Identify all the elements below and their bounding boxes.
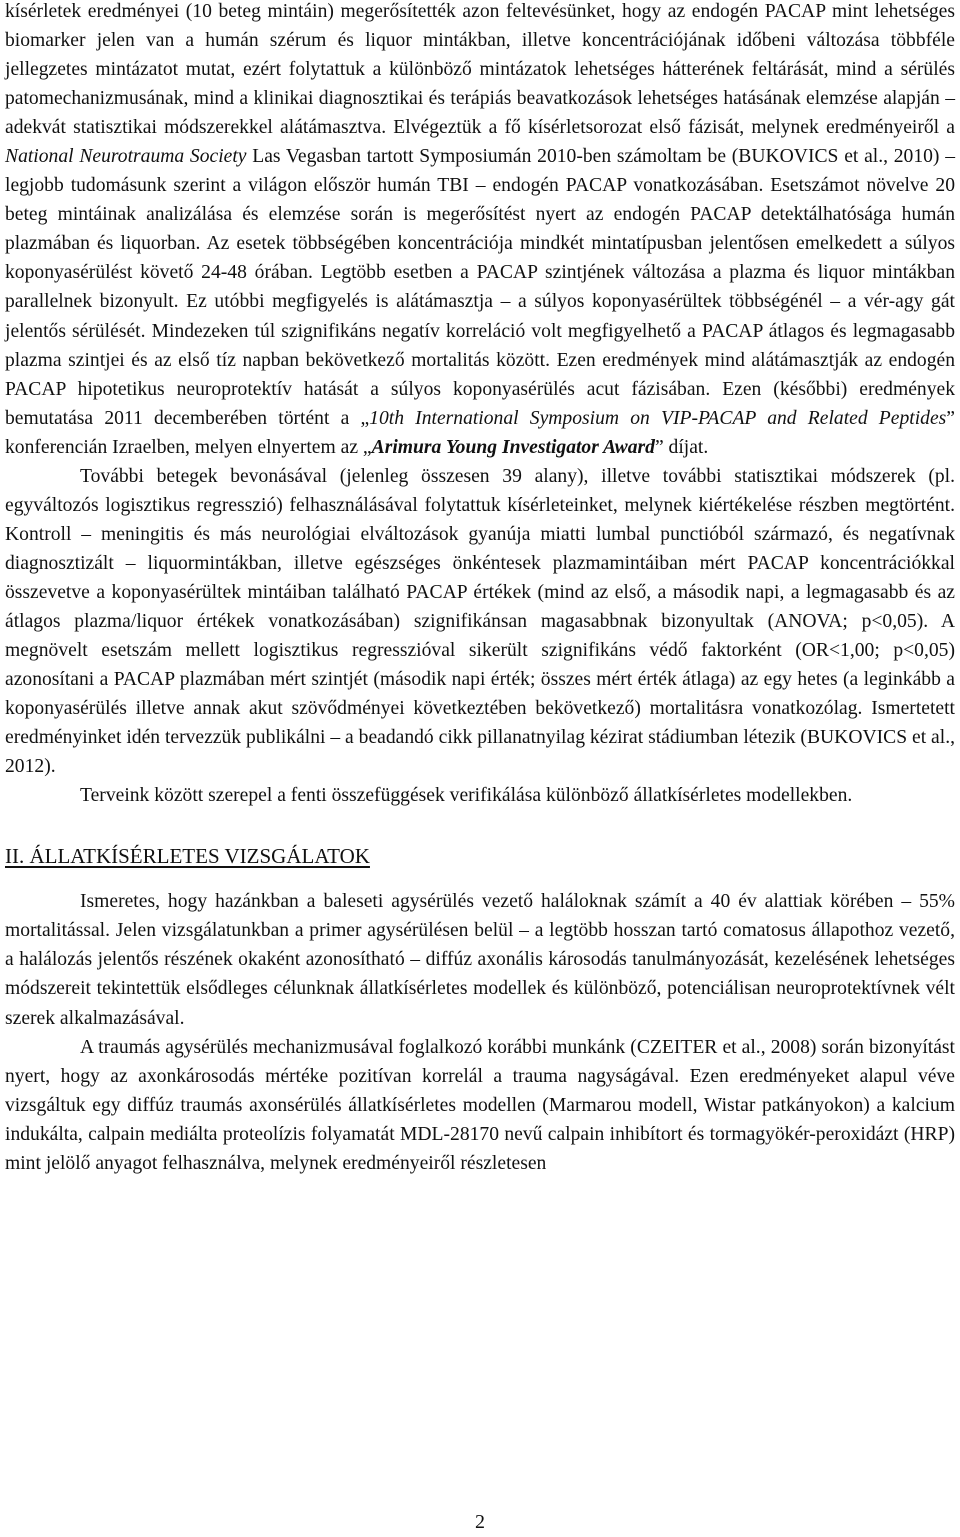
text-segment: National Neurotrauma Society [5, 146, 247, 168]
section-paragraph-2 [5, 1033, 955, 1178]
paragraph-2 [5, 462, 955, 782]
text-segment: Las Vegasban tartott Symposiumán 2010-ben számoltam be (BUKOVICS et al., 2010) – legjobb tudomásunk szerint a világon először humán TBI – endogén PACAP vonatkozásában. Esetszámot növelve 20 beteg mintáinak analizálása és elemzése során is megerősítést nyert az endogén PACAP detektálhatósága humán plazmában és liquorban. Az esetek többségében koncentrációja mindkét mintatípusban jelentősen emelkedett a súlyos koponyasérülést követő 24-48 órában. Legtöbb esetben a PACAP szintjének változása a plazma és liquor mintákban parallelnek bizonyult. Ez utóbbi megfigyelés is alátámasztja – a súlyos koponyasérültek többségénél – a vér-agy gát jelentős sérülését. Mindezeken túl szignifikáns negatív korreláció volt megfigyelhető a PACAP átlagos és legmagasabb plazma szintjei és az első tíz napban bekövetkező mortalitás között. Ezen eredmények mind alátámasztják az endogén PACAP hipotetikus neuroprotektív hatását a súlyos koponyasérülés acut fázisában. Ezen (későbbi) eredmények bemutatása 2011 decemberében történt a „ [5, 146, 955, 429]
text-segment: 10th International Symposium on VIP-PACAP and Related Peptides [369, 407, 947, 429]
section-paragraph-1 [5, 887, 955, 1032]
document-page [5, 0, 955, 1178]
body-text [5, 0, 955, 810]
text-segment: További betegek bevonásával (jelenleg összesen 39 alany), illetve további statisztikai módszerek (pl. egyváltozós logisztikus regresszió) felhasználásával folytattuk kísérleteinket, melynek kiértékelése részben megtörtént. Kontroll – meningitis és más neurológiai elváltozások gyanúja miatti lumbal punctióból származó, és negatívnak diagnosztizált – liquormintákban, illetve egészséges önkéntesek plazmamintáiban mért PACAP koncentrációkkal összevetve a koponyasérültek mintáiban található PACAP értékek (mind az első, a második napi, a legmagasabb és az átlagos plazma/liquor értékek vonatkozásában) szignifikánsan magasabbnak bizonyultak (ANOVA; p<0,05). A megnövelt esetszám mellett logisztikus regresszióval sikerült szignifikáns védő faktorként (OR<1,00; p<0,05) azonosítani a PACAP plazmában mért szintjét (második napi érték; összes mért érték átlaga) az egy hetes (a leginkább a koponyasérülés illetve annak akut szövődményei következtében bekövetkező) mortalitásra vonatkozólag. Ismertetett eredményinket idén tervezzük publikálni – a beadandó cikk pillanatnyilag kézirat stádiumban létezik (BUKOVICS et al., 2012). [5, 465, 955, 778]
text-segment: ” díjat. [654, 436, 709, 458]
text-segment: Arimura Young Investigator Award [371, 436, 655, 458]
text-segment: kísérletek eredményei (10 beteg mintáin) megerősítették azon feltevésünket, hogy az endogén PACAP mint lehetséges biomarker jelen van a humán szérum és liquor mintákban, illetve koncentrációjának időbeni változása többféle jellegzetes mintázatot mutat, ezért folytattuk a különböző mintázatok lehetséges hátterének feltárását, mind a sérülés patomechanizmusának, mind a klinikai diagnosztikai és terápiás beavatkozások lehetséges hatásának elemzése alapján – adekvát statisztikai módszerekkel alátámasztva. Elvégeztük a fő kísérletsorozat első fázisát, melynek eredményeiről a [5, 1, 955, 139]
page-number: 2 [475, 1511, 485, 1533]
text-segment: Ismeretes, hogy hazánkban a baleseti agysérülés vezető haláloknak számít a 40 év alattiak körében – 55% mortalitással. Jelen vizsgálatunkban a primer agysérülésen belül – a legtöbb hosszan tartó comatosus állapothoz vezető, a halálozás jelentős részének okaként azonosítható – diffúz axonális károsodás tanulmányozását, kezelésének lehetséges módszereit tekintettük elsődleges célunknak állatkísérletes modellek és különböző, potenciálisan neuroprotektívnek vélt szerek alkalmazásával. [5, 891, 955, 1029]
paragraph-1 [5, 0, 955, 462]
paragraph-3 [5, 781, 955, 810]
text-segment: A traumás agysérülés mechanizmusával foglalkozó korábbi munkánk (CZEITER et al., 2008) során bizonyítást nyert, hogy az axonkárosodás mértéke pozitívan korrelál a trauma nagyságával. Ezen eredményeket alapul véve vizsgáltuk egy diffúz traumás axonsérülés állatkísérletes modellen (Marmarou modell, Wistar patkányokon) a kalcium indukálta, calpain mediálta proteolízis folyamatát MDL-28170 nevű calpain inhibítort és tormagyökér-peroxidázt (HRP) mint jelölő anyagot felhasználva, melynek eredményeiről részletesen [5, 1036, 955, 1174]
section-body [5, 887, 955, 1177]
text-segment: ” konferencián Izraelben, melyen elnyertem az „ [5, 407, 955, 458]
text-segment: Terveink között szerepel a fenti összefüggések verifikálása különböző állatkísérletes modellekben. [80, 785, 853, 807]
section-heading: II. ÁLLATKÍSÉRLETES VIZSGÁLATOK [5, 844, 370, 869]
